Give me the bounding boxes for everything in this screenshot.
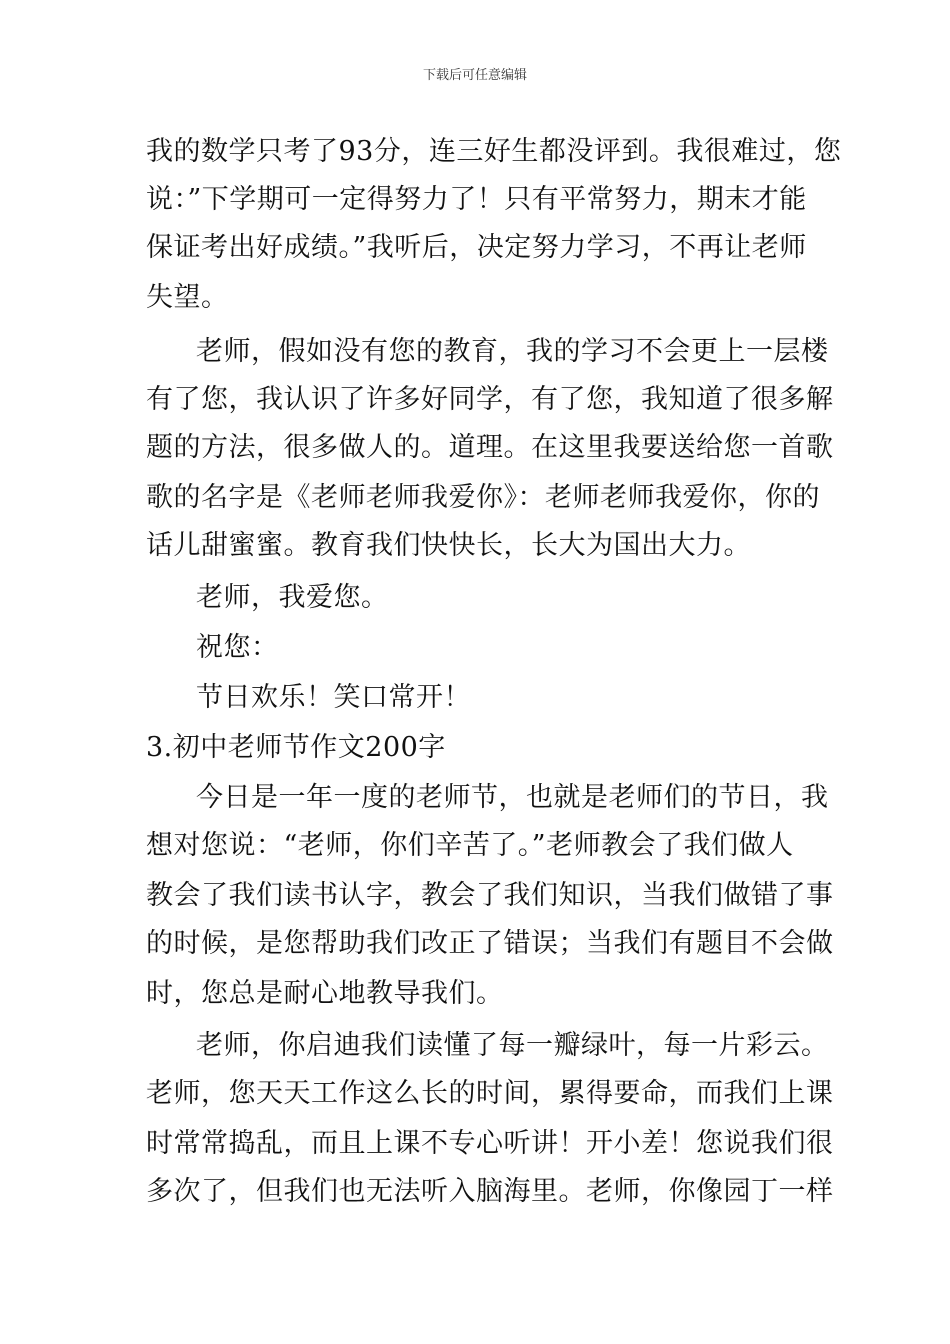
text-line: 的时候，是您帮助我们改正了错误；当我们有题目不会做 [146,928,834,959]
paragraph-start: 节日欢乐！笑口常开！ [196,682,471,713]
text-line: 有了您，我认识了许多好同学，有了您，我知道了很多解 [146,384,834,415]
text-line: 时，您总是耐心地教导我们。 [146,978,504,1009]
text-line: 老师，您天天工作这么长的时间，累得要命，而我们上课 [146,1078,834,1109]
text-line: 教会了我们读书认字，教会了我们知识，当我们做错了事 [146,880,834,911]
text-line: 时常常捣乱，而且上课不专心听讲！开小差！您说我们很 [146,1128,834,1159]
text-line: 话儿甜蜜蜜。教育我们快快长，长大为国出大力。 [146,530,751,561]
text-line: 说：”下学期可一定得努力了！只有平常努力，期末才能 [146,184,807,215]
paragraph-start: 今日是一年一度的老师节，也就是老师们的节日，我 [196,782,829,813]
text-line: 想对您说：“老师，你们辛苦了。”老师教会了我们做人 [146,830,794,861]
paragraph-start: 老师，你启迪我们读懂了每一瓣绿叶，每一片彩云。 [196,1030,829,1061]
paragraph-start: 祝您： [196,632,279,663]
page-header: 下载后可任意编辑 [422,68,527,83]
section-heading: 3.初中老师节作文200字 [146,732,446,763]
text-line: 题的方法，很多做人的。道理。在这里我要送给您一首歌 [146,432,834,463]
text-line: 多次了，但我们也无法听入脑海里。老师，你像园丁一样 [146,1176,834,1207]
paragraph-start: 老师，假如没有您的教育，我的学习不会更上一层楼 [196,336,829,367]
text-line: 我的数学只考了93分，连三好生都没评到。我很难过，您 [146,136,842,167]
text-line: 保证考出好成绩。”我听后，决定努力学习，不再让老师 [146,232,807,263]
paragraph-start: 老师，我爱您。 [196,582,389,613]
text-line: 歌的名字是《老师老师我爱你》：老师老师我爱你，你的 [146,482,820,513]
text-line: 失望。 [146,282,229,313]
